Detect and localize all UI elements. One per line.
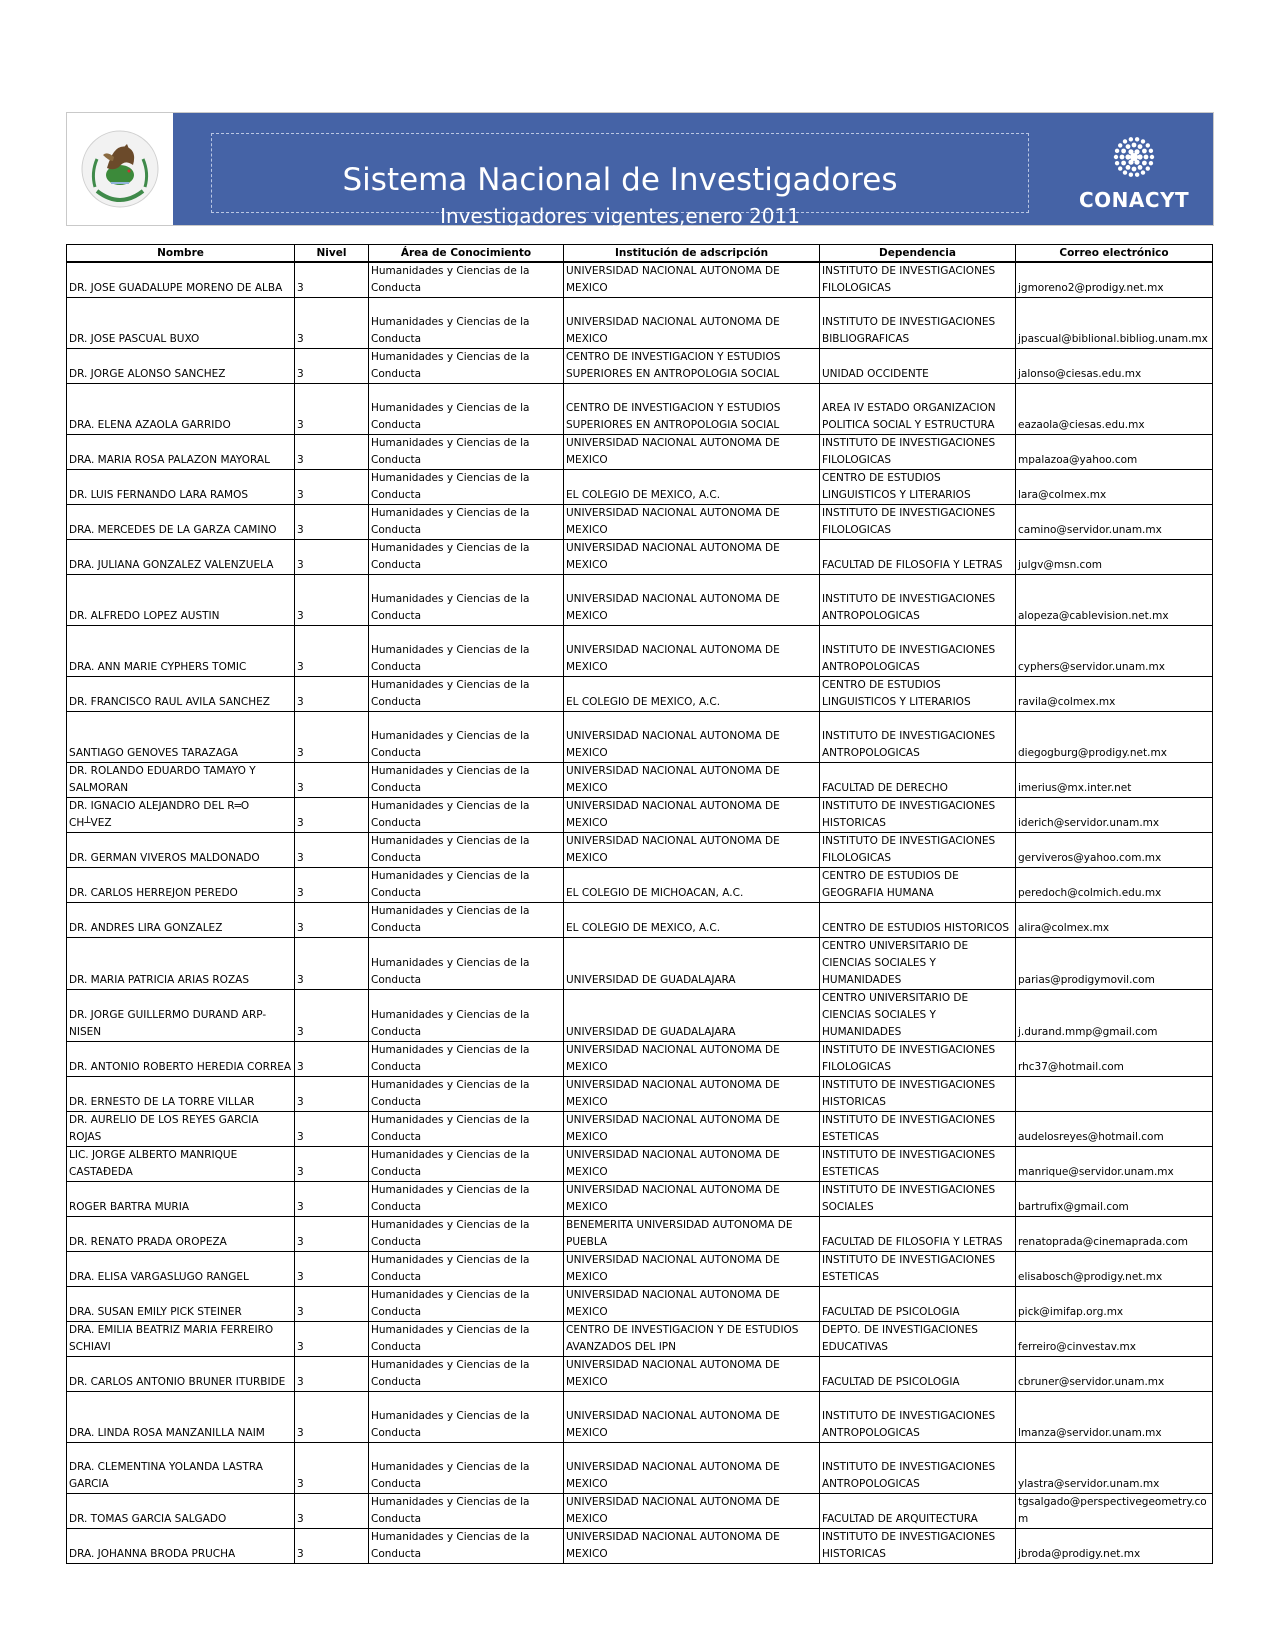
cell-correo: bartrufix@gmail.com [1016, 1182, 1213, 1217]
table-row [67, 626, 1213, 677]
cell-area: Humanidades y Ciencias de la Conducta [369, 990, 564, 1042]
conacyt-flower-icon [1102, 133, 1166, 181]
cell-institucion: UNIVERSIDAD DE GUADALAJARA [564, 938, 820, 990]
cell-area: Humanidades y Ciencias de la Conducta [369, 626, 564, 677]
column-header-institucion: Institución de adscripción [564, 245, 820, 263]
cell-area: Humanidades y Ciencias de la Conducta [369, 349, 564, 384]
cell-institucion: UNIVERSIDAD NACIONAL AUTONOMA DE MEXICO [564, 833, 820, 868]
cell-nombre: DR. ANTONIO ROBERTO HEREDIA CORREA [67, 1042, 295, 1077]
table-row [67, 1217, 1213, 1252]
cell-dependencia: INSTITUTO DE INVESTIGACIONES ANTROPOLOGICAS [820, 575, 1016, 626]
cell-area: Humanidades y Ciencias de la Conducta [369, 938, 564, 990]
cell-nivel: 3 [295, 435, 369, 470]
cell-nivel: 3 [295, 1494, 369, 1529]
cell-nivel: 3 [295, 1077, 369, 1112]
cell-nombre: ROGER BARTRA MURIA [67, 1182, 295, 1217]
cell-nivel: 3 [295, 868, 369, 903]
cell-dependencia: INSTITUTO DE INVESTIGACIONES ANTROPOLOGICAS [820, 1392, 1016, 1443]
column-header-dependencia: Dependencia [820, 245, 1016, 263]
cell-nombre: DR. JOSE PASCUAL BUXO [67, 298, 295, 349]
cell-correo: elisabosch@prodigy.net.mx [1016, 1252, 1213, 1287]
table-row [67, 1182, 1213, 1217]
cell-nivel: 3 [295, 1252, 369, 1287]
cell-nombre: DR. ALFREDO LOPEZ AUSTIN [67, 575, 295, 626]
cell-nivel: 3 [295, 470, 369, 505]
title-frame [211, 133, 1029, 228]
table-row [67, 435, 1213, 470]
table-row [67, 1252, 1213, 1287]
cell-correo: ravila@colmex.mx [1016, 677, 1213, 712]
cell-nivel: 3 [295, 384, 369, 435]
cell-nivel: 3 [295, 1443, 369, 1494]
cell-correo: eazaola@ciesas.edu.mx [1016, 384, 1213, 435]
cell-area: Humanidades y Ciencias de la Conducta [369, 1182, 564, 1217]
cell-dependencia: FACULTAD DE PSICOLOGIA [820, 1287, 1016, 1322]
table-row [67, 1494, 1213, 1529]
cell-correo: lmanza@servidor.unam.mx [1016, 1392, 1213, 1443]
cell-nivel: 3 [295, 1042, 369, 1077]
cell-dependencia: INSTITUTO DE INVESTIGACIONES BIBLIOGRAFICAS [820, 298, 1016, 349]
cell-nombre: DRA. LINDA ROSA MANZANILLA NAIM [67, 1392, 295, 1443]
cell-institucion: UNIVERSIDAD DE GUADALAJARA [564, 990, 820, 1042]
cell-nivel: 3 [295, 540, 369, 575]
cell-institucion: UNIVERSIDAD NACIONAL AUTONOMA DE MEXICO [564, 1112, 820, 1147]
cell-dependencia: INSTITUTO DE INVESTIGACIONES FILOLOGICAS [820, 505, 1016, 540]
cell-institucion: UNIVERSIDAD NACIONAL AUTONOMA DE MEXICO [564, 1042, 820, 1077]
cell-institucion: UNIVERSIDAD NACIONAL AUTONOMA DE MEXICO [564, 1287, 820, 1322]
cell-dependencia: INSTITUTO DE INVESTIGACIONES FILOLOGICAS [820, 1042, 1016, 1077]
cell-dependencia: FACULTAD DE PSICOLOGIA [820, 1357, 1016, 1392]
cell-area: Humanidades y Ciencias de la Conducta [369, 798, 564, 833]
table-row [67, 470, 1213, 505]
cell-nombre: DR. ANDRES LIRA GONZALEZ [67, 903, 295, 938]
cell-correo: diegogburg@prodigy.net.mx [1016, 712, 1213, 763]
cell-dependencia: INSTITUTO DE INVESTIGACIONES ANTROPOLOGICAS [820, 712, 1016, 763]
cell-dependencia: CENTRO DE ESTUDIOS LINGUISTICOS Y LITERARIOS [820, 470, 1016, 505]
cell-correo: audelosreyes@hotmail.com [1016, 1112, 1213, 1147]
cell-correo: manrique@servidor.unam.mx [1016, 1147, 1213, 1182]
cell-correo: rhc37@hotmail.com [1016, 1042, 1213, 1077]
cell-area: Humanidades y Ciencias de la Conducta [369, 1287, 564, 1322]
cell-nivel: 3 [295, 1287, 369, 1322]
cell-nombre: DRA. EMILIA BEATRIZ MARIA FERREIRO SCHIAVI [67, 1322, 295, 1357]
cell-correo: mpalazoa@yahoo.com [1016, 435, 1213, 470]
cell-nombre: DRA. CLEMENTINA YOLANDA LASTRA GARCIA [67, 1443, 295, 1494]
table-row [67, 938, 1213, 990]
cell-area: Humanidades y Ciencias de la Conducta [369, 677, 564, 712]
table-row [67, 763, 1213, 798]
table-row [67, 798, 1213, 833]
cell-correo: renatoprada@cinemaprada.com [1016, 1217, 1213, 1252]
cell-nombre: DRA. MARIA ROSA PALAZON MAYORAL [67, 435, 295, 470]
cell-area: Humanidades y Ciencias de la Conducta [369, 470, 564, 505]
researchers-table [66, 244, 1213, 1564]
cell-dependencia: INSTITUTO DE INVESTIGACIONES FILOLOGICAS [820, 262, 1016, 298]
cell-nivel: 3 [295, 1322, 369, 1357]
cell-correo: ferreiro@cinvestav.mx [1016, 1322, 1213, 1357]
cell-area: Humanidades y Ciencias de la Conducta [369, 763, 564, 798]
cell-nombre: DRA. SUSAN EMILY PICK STEINER [67, 1287, 295, 1322]
cell-correo: alira@colmex.mx [1016, 903, 1213, 938]
cell-nombre: DR. AURELIO DE LOS REYES GARCIA ROJAS [67, 1112, 295, 1147]
cell-correo: imerius@mx.inter.net [1016, 763, 1213, 798]
cell-correo: camino@servidor.unam.mx [1016, 505, 1213, 540]
mexico-seal-logo [67, 113, 173, 225]
table-row [67, 384, 1213, 435]
cell-dependencia: CENTRO DE ESTUDIOS DE GEOGRAFIA HUMANA [820, 868, 1016, 903]
column-header-nombre: Nombre [67, 245, 295, 263]
cell-nombre: DR. CARLOS HERREJON PEREDO [67, 868, 295, 903]
cell-area: Humanidades y Ciencias de la Conducta [369, 712, 564, 763]
conacyt-logo-text: CONACYT [1079, 188, 1190, 212]
cell-area: Humanidades y Ciencias de la Conducta [369, 903, 564, 938]
cell-area: Humanidades y Ciencias de la Conducta [369, 1494, 564, 1529]
table-row [67, 349, 1213, 384]
cell-nombre: DRA. MERCEDES DE LA GARZA CAMINO [67, 505, 295, 540]
cell-nivel: 3 [295, 626, 369, 677]
column-header-area: Área de Conocimiento [369, 245, 564, 263]
table-row [67, 1077, 1213, 1112]
cell-nombre: DR. ROLANDO EDUARDO TAMAYO Y SALMORAN [67, 763, 295, 798]
cell-nivel: 3 [295, 903, 369, 938]
cell-nivel: 3 [295, 1529, 369, 1564]
cell-correo: j.durand.mmp@gmail.com [1016, 990, 1213, 1042]
table-row [67, 833, 1213, 868]
table-row [67, 505, 1213, 540]
cell-institucion: UNIVERSIDAD NACIONAL AUTONOMA DE MEXICO [564, 1357, 820, 1392]
cell-correo: cyphers@servidor.unam.mx [1016, 626, 1213, 677]
cell-correo: tgsalgado@perspectivegeometry.com [1016, 1494, 1213, 1529]
cell-nivel: 3 [295, 262, 369, 298]
cell-correo: lara@colmex.mx [1016, 470, 1213, 505]
cell-nivel: 3 [295, 1392, 369, 1443]
table-row [67, 1042, 1213, 1077]
cell-institucion: UNIVERSIDAD NACIONAL AUTONOMA DE MEXICO [564, 262, 820, 298]
cell-dependencia: FACULTAD DE ARQUITECTURA [820, 1494, 1016, 1529]
cell-area: Humanidades y Ciencias de la Conducta [369, 540, 564, 575]
cell-institucion: EL COLEGIO DE MICHOACAN, A.C. [564, 868, 820, 903]
cell-dependencia: INSTITUTO DE INVESTIGACIONES ESTETICAS [820, 1147, 1016, 1182]
table-row [67, 575, 1213, 626]
cell-area: Humanidades y Ciencias de la Conducta [369, 1529, 564, 1564]
cell-dependencia: INSTITUTO DE INVESTIGACIONES ANTROPOLOGICAS [820, 626, 1016, 677]
cell-dependencia: AREA IV ESTADO ORGANIZACION POLITICA SOCIAL Y ESTRUCTURA [820, 384, 1016, 435]
cell-area: Humanidades y Ciencias de la Conducta [369, 1077, 564, 1112]
cell-area: Humanidades y Ciencias de la Conducta [369, 1217, 564, 1252]
cell-nivel: 3 [295, 1182, 369, 1217]
cell-nombre: DR. JORGE GUILLERMO DURAND ARP-NISEN [67, 990, 295, 1042]
cell-institucion: UNIVERSIDAD NACIONAL AUTONOMA DE MEXICO [564, 1252, 820, 1287]
cell-area: Humanidades y Ciencias de la Conducta [369, 1252, 564, 1287]
cell-institucion: UNIVERSIDAD NACIONAL AUTONOMA DE MEXICO [564, 1392, 820, 1443]
cell-institucion: UNIVERSIDAD NACIONAL AUTONOMA DE MEXICO [564, 505, 820, 540]
cell-nivel: 3 [295, 833, 369, 868]
cell-area: Humanidades y Ciencias de la Conducta [369, 435, 564, 470]
header-banner [66, 112, 1214, 226]
cell-area: Humanidades y Ciencias de la Conducta [369, 833, 564, 868]
table-row [67, 1112, 1213, 1147]
cell-institucion: EL COLEGIO DE MEXICO, A.C. [564, 903, 820, 938]
cell-institucion: UNIVERSIDAD NACIONAL AUTONOMA DE MEXICO [564, 798, 820, 833]
cell-correo: jbroda@prodigy.net.mx [1016, 1529, 1213, 1564]
cell-dependencia: INSTITUTO DE INVESTIGACIONES HISTORICAS [820, 1077, 1016, 1112]
cell-correo: julgv@msn.com [1016, 540, 1213, 575]
table-row [67, 1147, 1213, 1182]
cell-nivel: 3 [295, 763, 369, 798]
table-row [67, 1529, 1213, 1564]
cell-dependencia: CENTRO DE ESTUDIOS HISTORICOS [820, 903, 1016, 938]
cell-area: Humanidades y Ciencias de la Conducta [369, 1443, 564, 1494]
table-row [67, 1443, 1213, 1494]
cell-institucion: CENTRO DE INVESTIGACION Y DE ESTUDIOS AVANZADOS DEL IPN [564, 1322, 820, 1357]
cell-area: Humanidades y Ciencias de la Conducta [369, 575, 564, 626]
table-row [67, 1392, 1213, 1443]
cell-nivel: 3 [295, 1357, 369, 1392]
cell-institucion: CENTRO DE INVESTIGACION Y ESTUDIOS SUPERIORES EN ANTROPOLOGIA SOCIAL [564, 349, 820, 384]
cell-nombre: DRA. ELENA AZAOLA GARRIDO [67, 384, 295, 435]
table-row [67, 677, 1213, 712]
cell-dependencia: FACULTAD DE FILOSOFIA Y LETRAS [820, 1217, 1016, 1252]
cell-nombre: DRA. ELISA VARGASLUGO RANGEL [67, 1252, 295, 1287]
column-header-nivel: Nivel [295, 245, 369, 263]
cell-nombre: DR. JORGE ALONSO SANCHEZ [67, 349, 295, 384]
table-row [67, 540, 1213, 575]
cell-institucion: UNIVERSIDAD NACIONAL AUTONOMA DE MEXICO [564, 298, 820, 349]
cell-institucion: UNIVERSIDAD NACIONAL AUTONOMA DE MEXICO [564, 712, 820, 763]
cell-dependencia: INSTITUTO DE INVESTIGACIONES FILOLOGICAS [820, 435, 1016, 470]
cell-nombre: DR. FRANCISCO RAUL AVILA SANCHEZ [67, 677, 295, 712]
cell-dependencia: INSTITUTO DE INVESTIGACIONES ESTETICAS [820, 1252, 1016, 1287]
cell-dependencia: INSTITUTO DE INVESTIGACIONES ANTROPOLOGICAS [820, 1443, 1016, 1494]
table-row [67, 712, 1213, 763]
cell-correo: pick@imifap.org.mx [1016, 1287, 1213, 1322]
conacyt-logo [1079, 133, 1189, 212]
cell-nombre: DR. IGNACIO ALEJANDRO DEL R═O CH┴VEZ [67, 798, 295, 833]
cell-nombre: DR. RENATO PRADA OROPEZA [67, 1217, 295, 1252]
cell-nombre: DR. JOSE GUADALUPE MORENO DE ALBA [67, 262, 295, 298]
cell-nivel: 3 [295, 505, 369, 540]
cell-nivel: 3 [295, 575, 369, 626]
cell-correo: peredoch@colmich.edu.mx [1016, 868, 1213, 903]
cell-area: Humanidades y Ciencias de la Conducta [369, 1147, 564, 1182]
cell-nombre: LIC. JORGE ALBERTO MANRIQUE CASTAÐEDA [67, 1147, 295, 1182]
cell-nivel: 3 [295, 677, 369, 712]
page-subtitle: Investigadores vigentes,enero 2011 [440, 204, 800, 228]
cell-nivel: 3 [295, 712, 369, 763]
cell-correo: alopeza@cablevision.net.mx [1016, 575, 1213, 626]
cell-institucion: UNIVERSIDAD NACIONAL AUTONOMA DE MEXICO [564, 575, 820, 626]
cell-area: Humanidades y Ciencias de la Conducta [369, 1042, 564, 1077]
cell-nivel: 3 [295, 938, 369, 990]
cell-area: Humanidades y Ciencias de la Conducta [369, 1112, 564, 1147]
table-header-row [67, 245, 1213, 263]
cell-institucion: UNIVERSIDAD NACIONAL AUTONOMA DE MEXICO [564, 540, 820, 575]
cell-correo: iderich@servidor.unam.mx [1016, 798, 1213, 833]
cell-area: Humanidades y Ciencias de la Conducta [369, 298, 564, 349]
cell-dependencia: INSTITUTO DE INVESTIGACIONES HISTORICAS [820, 798, 1016, 833]
page-title: Sistema Nacional de Investigadores [342, 162, 898, 198]
cell-institucion: UNIVERSIDAD NACIONAL AUTONOMA DE MEXICO [564, 435, 820, 470]
table-row [67, 868, 1213, 903]
cell-correo: jgmoreno2@prodigy.net.mx [1016, 262, 1213, 298]
cell-correo [1016, 1077, 1213, 1112]
cell-institucion: BENEMERITA UNIVERSIDAD AUTONOMA DE PUEBLA [564, 1217, 820, 1252]
cell-correo: jalonso@ciesas.edu.mx [1016, 349, 1213, 384]
cell-nivel: 3 [295, 798, 369, 833]
column-header-correo: Correo electrónico [1016, 245, 1213, 263]
table-row [67, 903, 1213, 938]
cell-correo: gerviveros@yahoo.com.mx [1016, 833, 1213, 868]
cell-area: Humanidades y Ciencias de la Conducta [369, 384, 564, 435]
cell-nivel: 3 [295, 1217, 369, 1252]
cell-dependencia: CENTRO UNIVERSITARIO DE CIENCIAS SOCIALES Y HUMANIDADES [820, 990, 1016, 1042]
table-row [67, 1322, 1213, 1357]
cell-dependencia: CENTRO DE ESTUDIOS LINGUISTICOS Y LITERARIOS [820, 677, 1016, 712]
cell-dependencia: FACULTAD DE FILOSOFIA Y LETRAS [820, 540, 1016, 575]
cell-dependencia: INSTITUTO DE INVESTIGACIONES SOCIALES [820, 1182, 1016, 1217]
cell-correo: parias@prodigymovil.com [1016, 938, 1213, 990]
cell-dependencia: CENTRO UNIVERSITARIO DE CIENCIAS SOCIALES Y HUMANIDADES [820, 938, 1016, 990]
cell-institucion: EL COLEGIO DE MEXICO, A.C. [564, 470, 820, 505]
cell-nivel: 3 [295, 1147, 369, 1182]
cell-nombre: SANTIAGO GENOVES TARAZAGA [67, 712, 295, 763]
cell-dependencia: INSTITUTO DE INVESTIGACIONES ESTETICAS [820, 1112, 1016, 1147]
title-panel [173, 113, 1213, 228]
cell-nombre: DRA. ANN MARIE CYPHERS TOMIC [67, 626, 295, 677]
cell-area: Humanidades y Ciencias de la Conducta [369, 262, 564, 298]
cell-institucion: UNIVERSIDAD NACIONAL AUTONOMA DE MEXICO [564, 763, 820, 798]
cell-nivel: 3 [295, 1112, 369, 1147]
cell-institucion: CENTRO DE INVESTIGACION Y ESTUDIOS SUPERIORES EN ANTROPOLOGIA SOCIAL [564, 384, 820, 435]
cell-nombre: DR. LUIS FERNANDO LARA RAMOS [67, 470, 295, 505]
cell-dependencia: INSTITUTO DE INVESTIGACIONES FILOLOGICAS [820, 833, 1016, 868]
cell-institucion: UNIVERSIDAD NACIONAL AUTONOMA DE MEXICO [564, 1443, 820, 1494]
cell-nombre: DR. TOMAS GARCIA SALGADO [67, 1494, 295, 1529]
cell-correo: ylastra@servidor.unam.mx [1016, 1443, 1213, 1494]
cell-area: Humanidades y Ciencias de la Conducta [369, 1322, 564, 1357]
cell-dependencia: INSTITUTO DE INVESTIGACIONES HISTORICAS [820, 1529, 1016, 1564]
cell-nombre: DR. GERMAN VIVEROS MALDONADO [67, 833, 295, 868]
cell-dependencia: FACULTAD DE DERECHO [820, 763, 1016, 798]
cell-nombre: DRA. JOHANNA BRODA PRUCHA [67, 1529, 295, 1564]
cell-nivel: 3 [295, 990, 369, 1042]
cell-dependencia: DEPTO. DE INVESTIGACIONES EDUCATIVAS [820, 1322, 1016, 1357]
cell-institucion: UNIVERSIDAD NACIONAL AUTONOMA DE MEXICO [564, 1182, 820, 1217]
cell-institucion: UNIVERSIDAD NACIONAL AUTONOMA DE MEXICO [564, 1147, 820, 1182]
table-row [67, 1287, 1213, 1322]
cell-area: Humanidades y Ciencias de la Conducta [369, 1392, 564, 1443]
cell-correo: jpascual@biblional.bibliog.unam.mx [1016, 298, 1213, 349]
table-row [67, 990, 1213, 1042]
cell-nombre: DR. CARLOS ANTONIO BRUNER ITURBIDE [67, 1357, 295, 1392]
cell-institucion: UNIVERSIDAD NACIONAL AUTONOMA DE MEXICO [564, 1529, 820, 1564]
cell-area: Humanidades y Ciencias de la Conducta [369, 505, 564, 540]
table-row [67, 1357, 1213, 1392]
cell-institucion: UNIVERSIDAD NACIONAL AUTONOMA DE MEXICO [564, 626, 820, 677]
table-row [67, 298, 1213, 349]
cell-institucion: UNIVERSIDAD NACIONAL AUTONOMA DE MEXICO [564, 1077, 820, 1112]
cell-nombre: DR. MARIA PATRICIA ARIAS ROZAS [67, 938, 295, 990]
cell-correo: cbruner@servidor.unam.mx [1016, 1357, 1213, 1392]
cell-institucion: UNIVERSIDAD NACIONAL AUTONOMA DE MEXICO [564, 1494, 820, 1529]
cell-nombre: DR. ERNESTO DE LA TORRE VILLAR [67, 1077, 295, 1112]
cell-nivel: 3 [295, 298, 369, 349]
cell-dependencia: UNIDAD OCCIDENTE [820, 349, 1016, 384]
cell-nombre: DRA. JULIANA GONZALEZ VALENZUELA [67, 540, 295, 575]
cell-institucion: EL COLEGIO DE MEXICO, A.C. [564, 677, 820, 712]
table-row [67, 262, 1213, 298]
cell-area: Humanidades y Ciencias de la Conducta [369, 868, 564, 903]
cell-area: Humanidades y Ciencias de la Conducta [369, 1357, 564, 1392]
cell-nivel: 3 [295, 349, 369, 384]
